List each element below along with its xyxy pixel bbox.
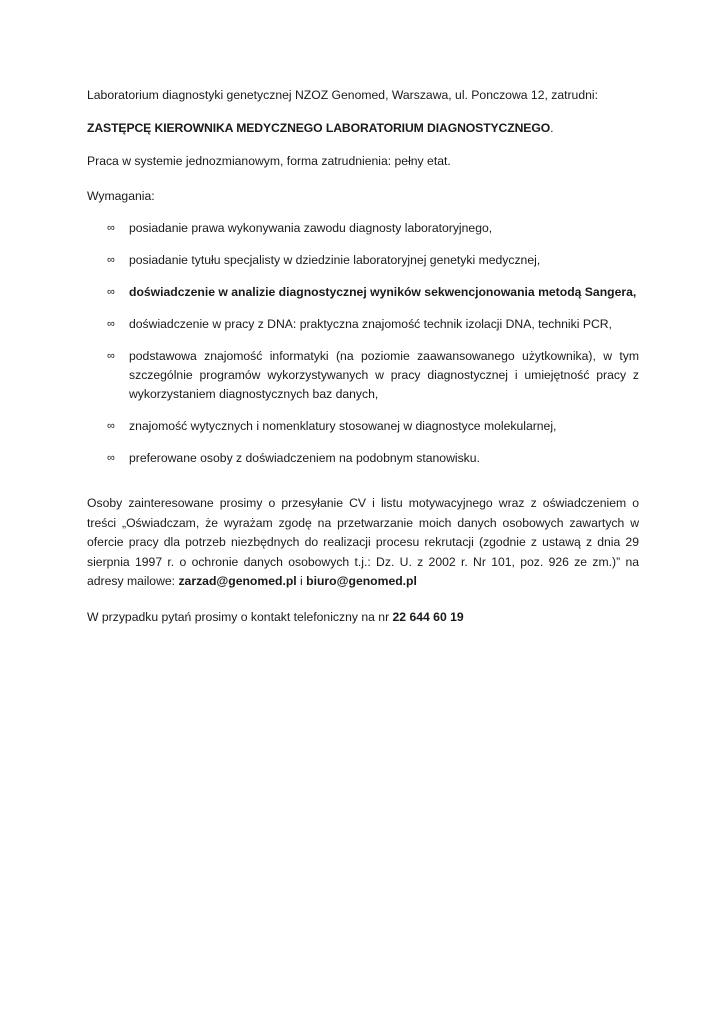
infinity-bullet-icon: ∞ bbox=[107, 222, 115, 234]
requirement-item bbox=[87, 315, 639, 334]
requirements-label: Wymagania: bbox=[87, 189, 155, 203]
closing-paragraph bbox=[87, 494, 639, 592]
contact-text: W przypadku pytań prosimy o kontakt telefoniczny na nr bbox=[87, 609, 393, 624]
requirement-text: znajomość wytycznych i nomenklatury stosowanej w diagnostyce molekularnej, bbox=[129, 419, 557, 433]
infinity-bullet-icon: ∞ bbox=[107, 420, 115, 432]
requirement-text: doświadczenie w pracy z DNA: praktyczna znajomość technik izolacji DNA, techniki PCR, bbox=[129, 317, 612, 331]
position-title-suffix: . bbox=[550, 121, 554, 135]
requirement-text: doświadczenie w analizie diagnostycznej wyników sekwencjonowania metodą Sangera, bbox=[129, 285, 637, 299]
closing-text: Osoby zainteresowane prosimy o przesyłanie CV i listu motywacyjnego wraz z oświadczeniem o treści „Oświadczam, że wyrażam zgodę na przetwarzanie moich danych osobowych zawartych w ofercie pracy dla potrzeb niezbędnych do realizacji procesu rekrutacji (zgodnie z ustawą z dnia 29 sierpnia 1997 r. o ochronie danych osobowych t.j.: Dz. U. z 2002 r. Nr 101, poz. 926 ze zm.)” na adresy mailowe: bbox=[87, 496, 639, 588]
document-page bbox=[87, 86, 639, 643]
requirement-text: posiadanie tytułu specjalisty w dziedzinie laboratoryjnej genetyki medycznej, bbox=[129, 253, 541, 267]
closing-joiner: i bbox=[296, 574, 307, 588]
requirements-list bbox=[87, 219, 639, 468]
requirement-text: podstawowa znajomość informatyki (na poziomie zaawansowanego użytkownika), w tym szczególnie programów wykorzystywanych w pracy diagnostycznej i umiejętność pracy z wykorzystaniem diagnostycznych baz danych, bbox=[129, 349, 639, 401]
email-link-zarzad[interactable]: zarzad@genomed.pl bbox=[178, 574, 297, 588]
email-link-biuro[interactable]: biuro@genomed.pl bbox=[306, 574, 417, 588]
requirement-item bbox=[87, 219, 639, 238]
infinity-bullet-icon: ∞ bbox=[107, 350, 115, 362]
infinity-bullet-icon: ∞ bbox=[107, 254, 115, 266]
infinity-bullet-icon: ∞ bbox=[107, 318, 115, 330]
infinity-bullet-icon: ∞ bbox=[107, 452, 115, 464]
requirement-item bbox=[87, 417, 639, 436]
requirement-item bbox=[87, 449, 639, 468]
requirement-item bbox=[87, 283, 639, 302]
requirement-text: posiadanie prawa wykonywania zawodu diagnosty laboratoryjnego, bbox=[129, 221, 493, 235]
requirement-item bbox=[87, 251, 639, 270]
requirement-item bbox=[87, 347, 639, 404]
infinity-bullet-icon: ∞ bbox=[107, 286, 115, 298]
contact-paragraph bbox=[87, 608, 639, 627]
position-title bbox=[87, 119, 639, 138]
intro-text: Laboratorium diagnostyki genetycznej NZOZ Genomed, Warszawa, ul. Ponczowa 12, zatrudni: bbox=[87, 88, 598, 102]
position-title-text: ZASTĘPCĘ KIEROWNIKA MEDYCZNEGO LABORATORIUM DIAGNOSTYCZNEGO bbox=[87, 121, 551, 135]
phone-number[interactable]: 22 644 60 19 bbox=[392, 609, 464, 624]
work-mode-text: Praca w systemie jednozmianowym, forma zatrudnienia: pełny etat. bbox=[87, 154, 451, 168]
requirement-text: preferowane osoby z doświadczeniem na podobnym stanowisku. bbox=[129, 451, 480, 465]
